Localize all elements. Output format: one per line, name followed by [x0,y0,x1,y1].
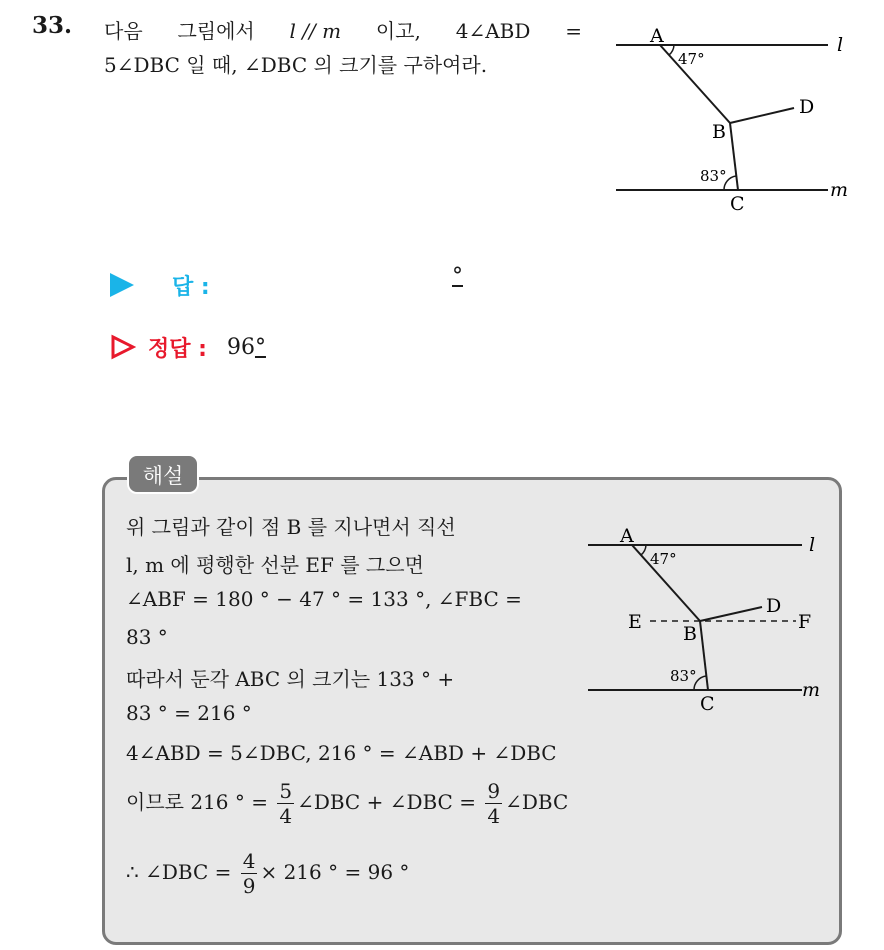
label-b: B [683,623,697,645]
label-b: B [712,121,726,143]
solution-line: ∠ABF = 180 ° − 47 ° = 133 °, ∠FBC = [126,587,522,611]
label-m: m [830,179,849,201]
segment-bc [730,123,738,190]
label-e: E [628,611,642,633]
answer-label: 답 : [172,274,210,300]
answer-input[interactable]: ° [452,264,463,289]
solution-line: 83 ° [126,625,168,649]
segment-bc [700,621,708,690]
label-d: D [799,96,815,118]
solution-line: 위 그림과 같이 점 B 를 지나면서 직선 [126,515,456,539]
segment-bd [700,607,762,621]
fraction-denominator: 4 [487,804,501,828]
question-word: 그림에서 [177,19,255,43]
fraction [241,849,258,898]
correct-row [110,330,266,364]
eq-text: ∠DBC [505,790,569,814]
question-word: 다음 [104,19,143,43]
angle-label-a: 47° [678,50,705,68]
angle-arc-a [669,45,674,55]
fraction-numerator: 5 [279,779,293,803]
angle-label-c: 83° [700,167,727,185]
solution-line: l, m 에 평행한 선분 EF 를 그으면 [126,553,424,577]
eq-text: × 216 ° = 96 ° [260,860,410,884]
question-word: = [565,19,582,43]
eq-text: ∴ ∠DBC = [126,860,232,884]
angle-label-a: 47° [650,550,677,568]
question-text [104,14,584,82]
correct-number: 96 [226,334,255,360]
correct-label: 정답 : [148,336,207,362]
question-number: 33. [32,12,73,39]
label-l: l [809,534,816,556]
fraction-numerator: 9 [487,779,501,803]
question-word: 이고, [375,19,421,43]
solution-equation-2 [126,849,409,898]
label-l: l [837,34,844,56]
answer-row [110,268,210,302]
label-c: C [700,693,715,715]
solution-line: 83 ° = 216 ° [126,701,252,725]
solution-line: 4∠ABD = 5∠DBC, 216 ° = ∠ABD + ∠DBC [126,741,557,765]
solution-equation-1 [126,779,568,828]
correct-unit: ° [254,334,266,360]
segment-bd [730,108,794,123]
fraction [485,779,502,828]
solution-figure [580,518,830,718]
fraction-denominator: 9 [242,874,256,898]
question-word: l // m [289,19,342,43]
question-line-2: 5∠DBC 일 때, ∠DBC 의 크기를 구하여라. [104,53,488,77]
eq-text: ∠DBC + ∠DBC = [297,790,476,814]
label-a: A [650,25,664,47]
question-word: 4∠ABD [455,19,531,43]
solution-line: 따라서 둔각 ABC 의 크기는 133 ° + [126,667,455,691]
play-outline-icon [110,334,136,360]
fraction-numerator: 4 [242,849,256,873]
angle-arc-a [641,545,646,555]
fraction-denominator: 4 [279,804,293,828]
fraction [277,779,294,828]
label-c: C [730,193,745,215]
label-a: A [620,525,634,547]
angle-label-c: 83° [670,667,697,685]
correct-value [227,335,266,360]
label-m: m [802,679,821,701]
label-f: F [798,611,812,633]
solution-tab: 해설 [127,454,199,494]
eq-text: 이므로 216 ° = [126,790,268,814]
play-icon [110,273,134,297]
label-d: D [766,595,782,617]
question-line-1 [104,14,582,48]
question-figure [608,18,858,223]
